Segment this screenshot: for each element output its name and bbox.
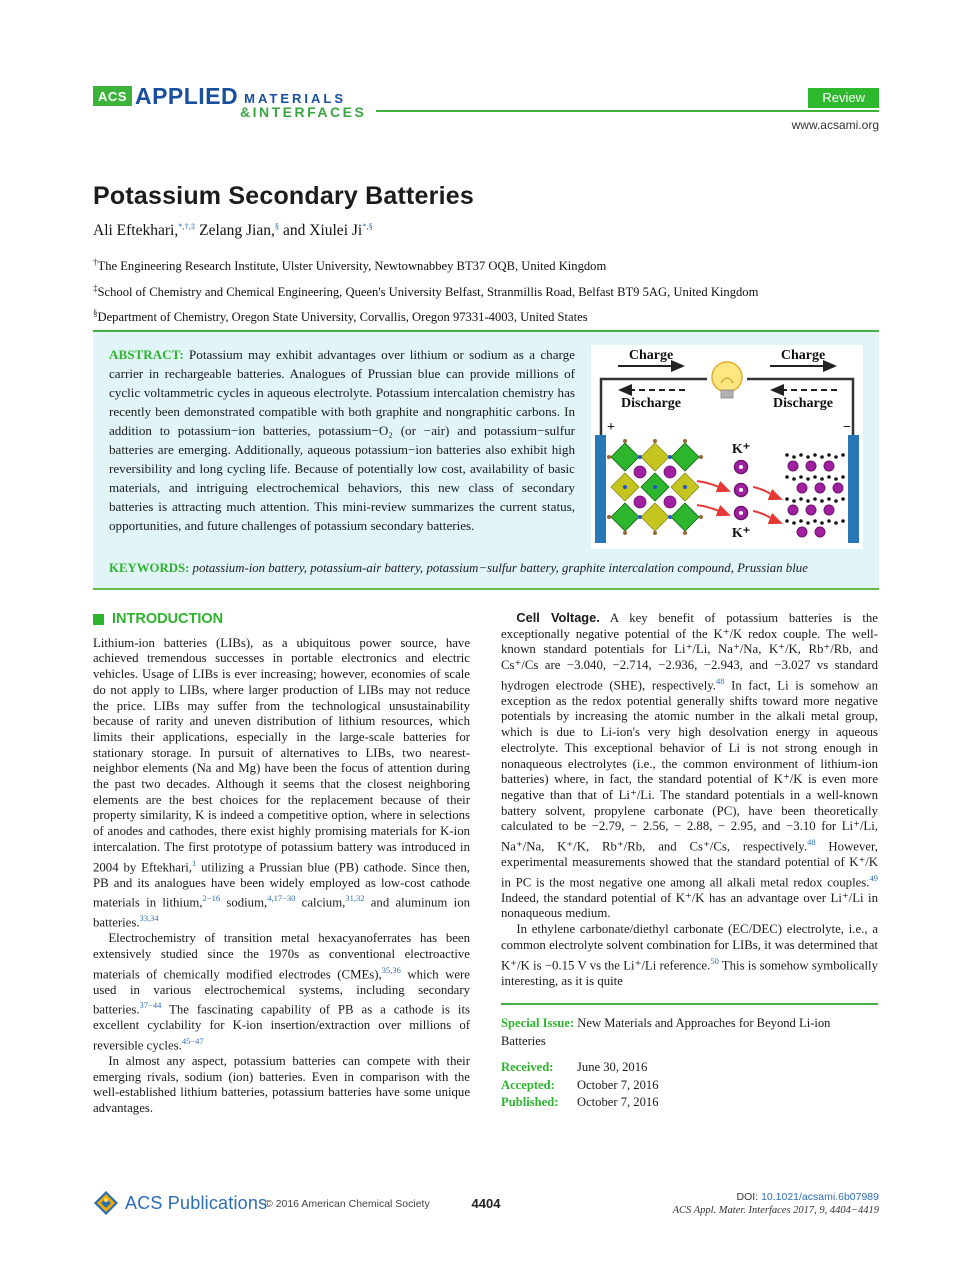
doi-block [673, 1190, 879, 1218]
citation-link[interactable]: 35,36 [381, 964, 401, 975]
k-ion-label-bottom: K⁺ [731, 526, 751, 541]
acs-publications-label: ACS Publications [125, 1192, 268, 1213]
special-issue-note: Special Issue: New Materials and Approaches for Beyond Li-ion Batteries [501, 1003, 878, 1050]
citation-link[interactable]: 50 [710, 955, 719, 966]
toc-graphic [591, 345, 863, 549]
left-column [93, 610, 470, 1117]
accepted-value: October 7, 2016 [577, 1077, 659, 1092]
logo-materials-text: MATERIALS [244, 91, 347, 106]
logo-applied-text: APPLIED [134, 83, 239, 109]
citation-link[interactable]: 45−47 [181, 1035, 204, 1046]
discharge-label-right: Discharge [773, 396, 833, 411]
page-number: 4404 [471, 1196, 501, 1211]
keywords-label: KEYWORDS: [109, 561, 190, 575]
received-value: June 30, 2016 [577, 1060, 648, 1075]
received-row [501, 1059, 878, 1077]
citation-link[interactable]: 1 [192, 857, 197, 868]
published-value: October 7, 2016 [577, 1095, 659, 1110]
review-badge[interactable]: Review [808, 88, 879, 108]
received-label: Received: [501, 1060, 554, 1075]
citation-link[interactable]: 2−16 [202, 893, 221, 904]
citation-link[interactable]: 31,32 [345, 893, 365, 904]
paragraph: Lithium-ion batteries (LIBs), as a ubiquitous power source, have achieved tremendous successes in portable electronics and electric vehicles. Usage of LIBs is ever increasing; however, economies of scale do not apply to LIBs, where larger production of LIBs may not reduce the price. LIBs may suffer from the technological unsustainability because of rarity and uneven distribution of lithium resources, which limits their applications, especially in the large-scale batteries for stationary storage. In pursuit of alternatives to LIBs, two nearest-neighbor elements (Na and Mg) have been the focus of attention during the past two decades. Although it seems that the closest neighboring elements are the best choices for the replacement because of their property similarity, K is indeed a competitive option, where in selections of anodes and cathodes, there exist highly promising materials for K-ion intercalation. The first prototype of potassium battery was introduced in 2004 by Eftekhari,$^1$ utilizing a Prussian blue (PB) cathode. Since then, PB and its analogues have been widely employed as low-cost cathode materials in lithium,$^{2-16}$ sodium,$^{4,17-30}$ calcium,$^{31,32}$ and aluminum ion batteries.$^{33,34}$ [93, 635, 470, 930]
acs-logo-icon: ACS [93, 86, 132, 106]
affiliation-line: ‡School of Chemistry and Chemical Engineering, Queen's University Belfast, Stranmillis Road, Belfast BT9 5AG, United Kingdom [93, 282, 759, 299]
logo-interfaces-text: &INTERFACES [240, 104, 367, 120]
minus-sign: − [843, 420, 851, 435]
paragraph: In almost any aspect, potassium batteries can compete with their emerging rivals, sodium (ion) batteries. Even in comparison with the well-established lithium batteries, potassium batteries have some unique advantages. [93, 1053, 470, 1115]
journal-masthead [93, 84, 879, 136]
paragraph: Electrochemistry of transition metal hexacyanoferrates has been extensively studied since the 1970s as conventional electroactive materials of chemically modified electrodes (CMEs),$^{35,36}$ which were used in various electrochemical systems, including secondary batteries.$^{37-44}$ The fascinating capability of PB as a cathode is its excellent cyclability for K-ion insertion/extraction over millions of reversible cycles.$^{45-47}$ [93, 931, 470, 1053]
green-label: Special Issue: [501, 1016, 575, 1031]
inline-section-heading: Cell Voltage. [516, 610, 600, 625]
citation-link[interactable]: § [274, 221, 280, 231]
potassium-ions [735, 461, 748, 520]
accepted-row [501, 1077, 878, 1095]
affiliations [93, 252, 879, 329]
page-footer [93, 1188, 879, 1232]
journal-citation: ACS Appl. Mater. Interfaces 2017, 9, 4404−4419 [672, 1205, 879, 1216]
author-line: Ali Eftekhari,*,†,‡ Zelang Jian,§ and Xiulei Ji*,§ [93, 221, 373, 240]
electrode-left [595, 435, 606, 543]
page-title: Potassium Secondary Batteries [93, 182, 474, 210]
paragraph: In ethylene carbonate/diethyl carbonate (EC/DEC) electrolyte, i.e., a common electrolyte solvent combination for LIBs, it was determined that K⁺/K is −0.15 V vs the Li⁺/Li reference.$^{50}$ This is somehow symbolically interesting, as it is quite [501, 922, 878, 988]
charge-label-left: Charge [628, 348, 674, 363]
section-bullet-icon [93, 614, 104, 625]
journal-website-link[interactable]: www.acsami.org [791, 118, 879, 132]
doi-label: DOI: [736, 1191, 762, 1203]
k-ion-label-top: K⁺ [731, 442, 751, 457]
article-body [93, 610, 879, 1117]
charge-label-right: Charge [780, 348, 826, 363]
paragraph: Cell Voltage. A key benefit of potassium batteries is the exceptionally negative potential of the K⁺/K redox couple. The well-known standard potentials for Li⁺/Li, Na⁺/Na, K⁺/K, Rb⁺/Rb, and Cs⁺/Cs are −3.040, −2.714, −2.936, −2.943, and −3.027 vs standard hydrogen electrode (SHE), respectively.$^{48}$ In fact, Li is somehow an exception as the redox potential generally shifts toward more negative potentials by increasing the atomic number in the alkali metal group, which is due to Li-ion's very high desolvation energy in aqueous electrolyte. This exceptional behavior of Li is not strong enough in nonaqueous electrolytes (i.e., the common environment of lithium-ion batteries) where, in fact, the standard potential of K⁺/K is even more negative than that of Li⁺/Li. The standard potentials in a well-known battery solvent, propylene carbonate (PC), have been theoretically calculated to be −2.79, − 2.56, − 2.88, − 2.95, and −3.10 for Li⁺/Li, Na⁺/Na, K⁺/K, Rb⁺/Rb, and Cs⁺/Cs, respectively.$^{48}$ However, experimental measurements showed that the standard potential of K⁺/K in PC is the most negative one among all alkali metal redox couples.$^{49}$ Indeed, the standard potential of K⁺/K has an advantage over Li⁺/Li in nonaqueous medium. [501, 610, 878, 921]
citation-link[interactable]: 33,34 [139, 913, 159, 924]
abstract-box [93, 330, 879, 590]
affiliation-line: †The Engineering Research Institute, Ulster University, Newtownabbey BT37 OQB, United Kingdom [93, 257, 607, 274]
acs-ami-logo [93, 83, 367, 120]
keywords-text: potassium-ion battery, potassium-air battery, potassium−sulfur battery, graphite intercalation compound, Prussian blue [189, 561, 808, 575]
abstract-text: ABSTRACT: Potassium may exhibit advantages over lithium or sodium as a charge carrier in rechargeable batteries. Analogues of Prussian blue can provide millions of cyclic voltammetric cycles in aqueous electrolyte. Potassium intercalation chemistry has recently been demonstrated compatible with both graphite and nongraphitic carbons. In addition to potassium−ion batteries, potassium−O₂ (or −air) and potassium−sulfur batteries are emerging. Additionally, aqueous potassium−ion batteries also exhibit high reversibility and long cycling life. Because of potentially low cost, availability of basic materials, and intriguing electrochemical behaviors, this new class of secondary batteries is attracting much attention. This mini-review summarizes the current status, opportunities, and future challenges of potassium secondary batteries. [109, 347, 575, 533]
citation-link[interactable]: *,§ [362, 221, 373, 231]
affiliation-line: §Department of Chemistry, Oregon State University, Corvallis, Oregon 97331-4003, United States [93, 308, 588, 325]
keywords-line [109, 561, 865, 576]
discharge-label-left: Discharge [621, 396, 681, 411]
citation-link[interactable]: *,†,‡ [178, 221, 196, 231]
accepted-label: Accepted: [501, 1077, 555, 1092]
right-column [501, 610, 878, 1117]
introduction-heading [93, 612, 470, 628]
affiliation-marker: § [93, 308, 98, 319]
electrode-right [848, 435, 859, 543]
copyright-notice: © 2016 American Chemical Society [265, 1198, 430, 1210]
citation-link[interactable]: 48 [716, 675, 725, 686]
prussian-blue-lattice [607, 439, 703, 535]
header-rule [376, 110, 879, 112]
citation-link[interactable]: 49 [869, 872, 878, 883]
article-dates [501, 1059, 878, 1112]
citation-link[interactable]: 37−44 [139, 1000, 162, 1011]
introduction-heading-label: INTRODUCTION [112, 611, 224, 627]
affiliation-marker: ‡ [93, 282, 98, 293]
plus-sign: + [607, 420, 615, 435]
doi-link[interactable]: 10.1021/acsami.6b07989 [761, 1191, 879, 1203]
green-label: ABSTRACT: [109, 347, 184, 362]
affiliation-marker: † [93, 257, 98, 267]
published-row [501, 1094, 878, 1112]
citation-link[interactable]: 4,17−30 [267, 893, 296, 904]
citation-link[interactable]: 48 [807, 837, 816, 848]
published-label: Published: [501, 1095, 559, 1110]
